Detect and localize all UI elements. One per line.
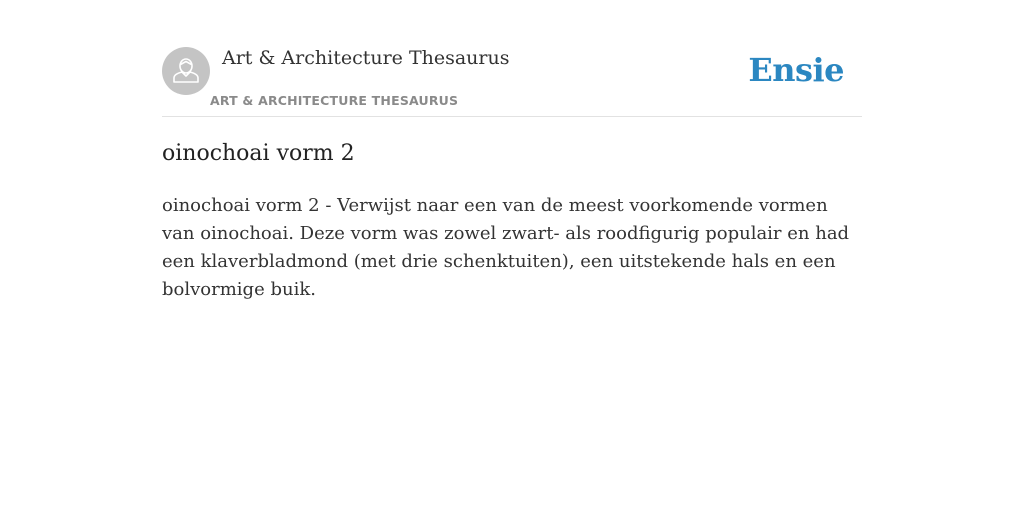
entry-title: oinochoai vorm 2 (162, 141, 355, 166)
user-silhouette-icon (162, 47, 210, 95)
entry-definition: oinochoai vorm 2 - Verwijst naar een van de meest voorkomende vormen van oinochoai. Deze vorm was zowel zwart- als roodfigurig populair en had een klaverbladmond (met drie schenktuiten), een uitstekende hals en een bolvormige buik. (162, 195, 850, 300)
source-label: ART & ARCHITECTURE THESAURUS (210, 93, 459, 108)
avatar[interactable] (162, 47, 210, 95)
author-name[interactable]: Art & Architecture Thesaurus (222, 47, 510, 69)
brand-logo[interactable]: Ensie (748, 51, 844, 89)
header (162, 0, 862, 117)
